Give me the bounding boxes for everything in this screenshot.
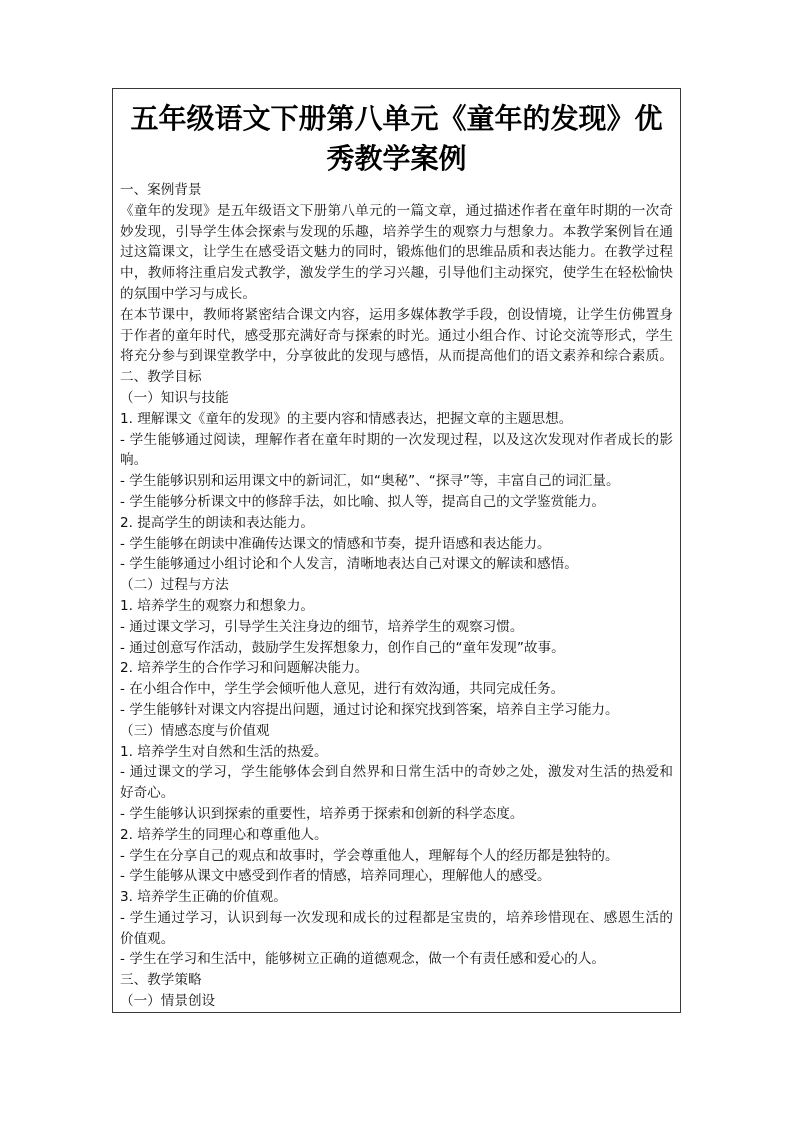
- numbered-item: 1. 理解课文《童年的发现》的主要内容和情感表达，把握文章的主题思想。: [120, 410, 573, 427]
- document-frame: [112, 88, 681, 1013]
- text-line: 将充分参与到课堂教学中，分享彼此的发现与感悟，从而提高他们的语文素养和综合素质。: [120, 348, 673, 365]
- numbered-item: 3. 培养学生正确的价值观。: [120, 889, 287, 906]
- bullet-item: - 学生能够识别和运用课文中的新词汇，如“奥秘”、“探寻”等，丰富自己的词汇量。: [120, 473, 620, 490]
- numbered-item: 2. 培养学生的合作学习和问题解决能力。: [120, 660, 369, 677]
- numbered-item: 1. 培养学生对自然和生活的热爱。: [120, 743, 328, 760]
- bullet-item: - 学生在分享自己的观点和故事时，学会尊重他人，理解每个人的经历都是独特的。: [120, 847, 619, 864]
- text-line: 的氛围中学习与成长。: [120, 285, 256, 302]
- page-title-line: 五年级语文下册第八单元《童年的发现》优: [130, 102, 663, 135]
- text-line: - 学生通过学习，认识到每一次发现和成长的过程都是宝贵的，培养珍惜现在、感恩生活的: [120, 909, 673, 926]
- subsection-heading: （二）过程与方法: [120, 577, 229, 594]
- text-line: 过这篇课文，让学生在感受语文魅力的同时，锻炼他们的思维品质和表达能力。在教学过程: [120, 244, 673, 261]
- bullet-item: - 在小组合作中，学生学会倾听他人意见，进行有效沟通，共同完成任务。: [120, 681, 565, 698]
- text-line: - 通过课文的学习，学生能够体会到自然界和日常生活中的奇妙之处，激发对生活的热爱和: [120, 764, 673, 781]
- text-line: 中，教师将注重启发式教学，激发学生的学习兴趣，引导他们主动探究，使学生在轻松愉快: [120, 265, 673, 282]
- page-title-line: 秀教学案例: [326, 142, 467, 175]
- bullet-item: [120, 908, 673, 950]
- text-line: 在本节课中，教师将紧密结合课文内容，运用多媒体教学手段，创设情境，让学生仿佛置身: [120, 306, 673, 323]
- numbered-item: 2. 提高学生的朗读和表达能力。: [120, 514, 315, 531]
- page-title: [120, 99, 673, 179]
- subsection-heading: （三）情感态度与价值观: [120, 722, 270, 739]
- bullet-item: [120, 430, 673, 472]
- subsection-process-methods: [120, 575, 673, 721]
- text-line: 妙发现，引导学生体会探索与发现的乐趣，培养学生的观察力与想象力。本教学案例旨在通: [120, 223, 673, 240]
- bullet-item: - 学生在学习和生活中，能够树立正确的道德观念，做一个有责任感和爱心的人。: [120, 951, 606, 968]
- bullet-item: - 学生能够针对课文内容提出问题，通过讨论和探究找到答案，培养自主学习能力。: [120, 701, 619, 718]
- text-line: 好奇心。: [120, 785, 175, 802]
- text-line: 于作者的童年时代，感受那充满好奇与探索的时光。通过小组合作、讨论交流等形式，学生: [120, 327, 673, 344]
- bullet-item: - 学生能够在朗读中准确传达课文的情感和节奏，提升语感和表达能力。: [120, 535, 551, 552]
- text-line: 《童年的发现》是五年级语文下册第八单元的一篇文章，通过描述作者在童年时期的一次奇: [120, 202, 673, 219]
- section-heading: 二、教学目标: [120, 369, 202, 386]
- paragraph: [120, 201, 673, 305]
- text-line: - 学生能够通过阅读，理解作者在童年时期的一次发现过程，以及这次发现对作者成长的影: [120, 431, 673, 448]
- numbered-item: 1. 培养学生的观察力和想象力。: [120, 597, 315, 614]
- subsection-attitudes-values: [120, 721, 673, 971]
- subsection-knowledge-skills: [120, 388, 673, 575]
- section-case-background: [120, 180, 673, 367]
- bullet-item: - 通过课文学习，引导学生关注身边的细节，培养学生的观察习惯。: [120, 618, 524, 635]
- section-heading: 三、教学策略: [120, 972, 202, 989]
- text-line: 价值观。: [120, 930, 175, 947]
- bullet-item: - 学生能够从课文中感受到作者的情感，培养同理心，理解他人的感受。: [120, 868, 551, 885]
- bullet-item: - 学生能够通过小组讨论和个人发言，清晰地表达自己对课文的解读和感悟。: [120, 556, 578, 573]
- text-line: 响。: [120, 452, 148, 469]
- bullet-item: [120, 762, 673, 804]
- bullet-item: - 学生能够分析课文中的修辞手法，如比喻、拟人等，提高自己的文学鉴赏能力。: [120, 493, 606, 510]
- subsection-heading: （一）知识与技能: [120, 389, 229, 406]
- section-heading: 一、案例背景: [120, 182, 202, 198]
- section-teaching-strategies: [120, 970, 673, 1012]
- paragraph: [120, 305, 673, 367]
- bullet-item: - 通过创意写作活动，鼓励学生发挥想象力，创作自己的“童年发现”故事。: [120, 639, 565, 656]
- bullet-item: - 学生能够认识到探索的重要性，培养勇于探索和创新的科学态度。: [120, 805, 524, 822]
- section-teaching-objectives: [120, 367, 673, 970]
- numbered-item: 2. 培养学生的同理心和尊重他人。: [120, 826, 328, 843]
- subsection-heading: （一）情景创设: [120, 993, 216, 1010]
